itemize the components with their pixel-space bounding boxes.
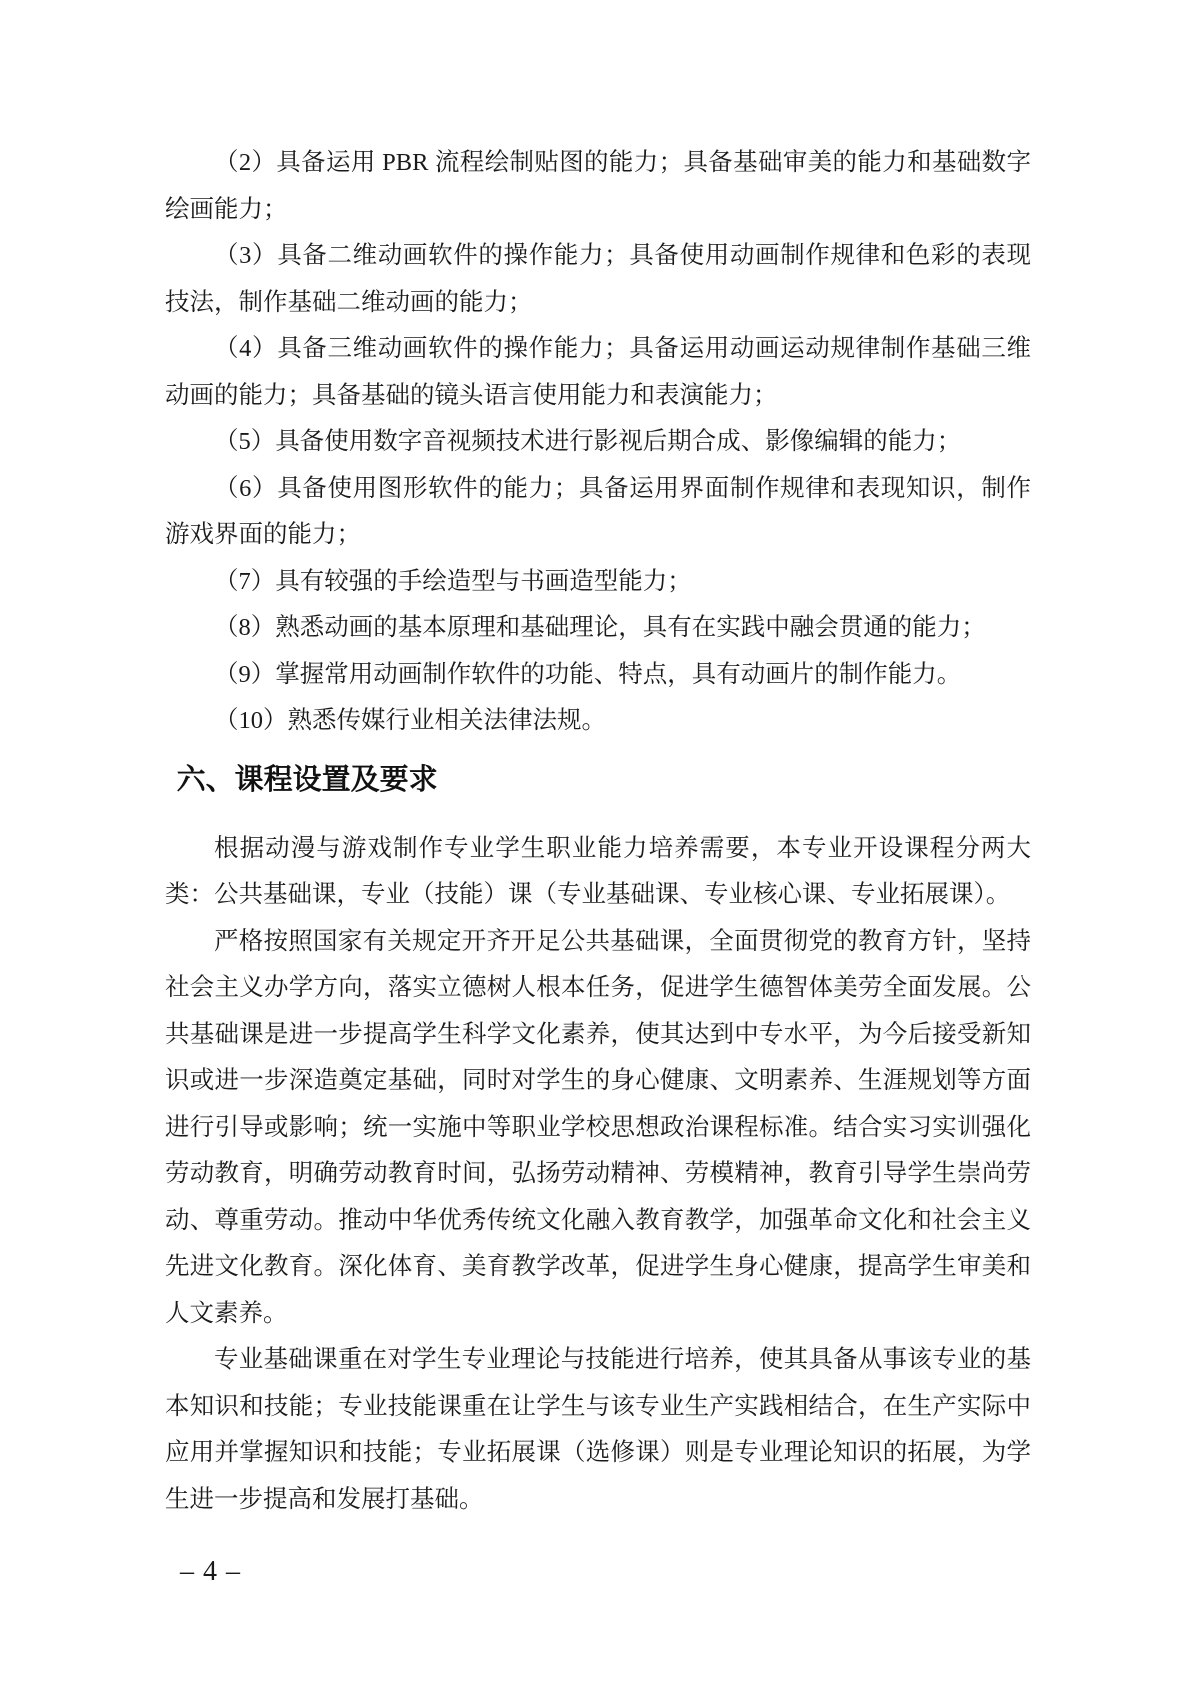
list-item-3: （3）具备二维动画软件的操作能力；具备使用动画制作规律和色彩的表现技法，制作基础二维动画的能力； [165,242,1031,316]
list-item-6: （6）具备使用图形软件的能力；具备运用界面制作规律和表现知识，制作游戏界面的能力； [165,474,1031,548]
paragraph-professional-courses: 专业基础课重在对学生专业理论与技能进行培养，使其具备从事该专业的基本知识和技能；专业技能课重在让学生与该专业生产实践相结合，在生产实际中应用并掌握知识和技能；专业拓展课（选修课）则是专业理论知识的拓展，为学生进一步提高和发展打基础。 [165,1346,1031,1513]
list-item-4: （4）具备三维动画软件的操作能力；具备运用动画运动规律制作基础三维动画的能力；具备基础的镜头语言使用能力和表演能力； [165,335,1031,409]
section-heading-course-requirements: 六、课程设置及要求 [176,763,438,796]
list-item-2: （2）具备运用 PBR 流程绘制贴图的能力；具备基础审美的能力和基础数字绘画能力； [165,149,1031,223]
list-item-10: （10）熟悉传媒行业相关法律法规。 [214,707,606,734]
list-item-5: （5）具备使用数字音视频技术进行影视后期合成、影像编辑的能力； [214,428,962,455]
list-item-9: （9）掌握常用动画制作软件的功能、特点，具有动画片的制作能力。 [214,660,962,688]
paragraph-public-basic-courses: 严格按照国家有关规定开齐开足公共基础课，全面贯彻党的教育方针，坚持社会主义办学方向，落实立德树人根本任务，促进学生德智体美劳全面发展。公共基础课是进一步提高学生科学文化素养，使其达到中专水平，为今后接受新知识或进一步深造奠定基础，同时对学生的身心健康、文明素养、生涯规划等方面进行引导或影响；统一实施中等职业学校思想政治课程标准。结合实习实训强化劳动教育，明确劳动教育时间，弘扬劳动精神、劳模精神，教育引导学生崇尚劳动、尊重劳动。推动中华优秀传统文化融入教育教学，加强革命文化和社会主义先进文化教育。深化体育、美育教学改革，促进学生身心健康，提高学生审美和人文素养。 [165,927,1031,1327]
document-body [165,140,1031,1523]
page-number: – 4 – [180,1556,241,1587]
list-item-8: （8）熟悉动画的基本原理和基础理论，具有在实践中融会贯通的能力； [214,614,986,641]
paragraph-course-overview: 根据动漫与游戏制作专业学生职业能力培养需要，本专业开设课程分两大类：公共基础课，专业（技能）课（专业基础课、专业核心课、专业拓展课）。 [165,834,1031,908]
list-item-7: （7）具有较强的手绘造型与书画造型能力； [214,567,692,595]
